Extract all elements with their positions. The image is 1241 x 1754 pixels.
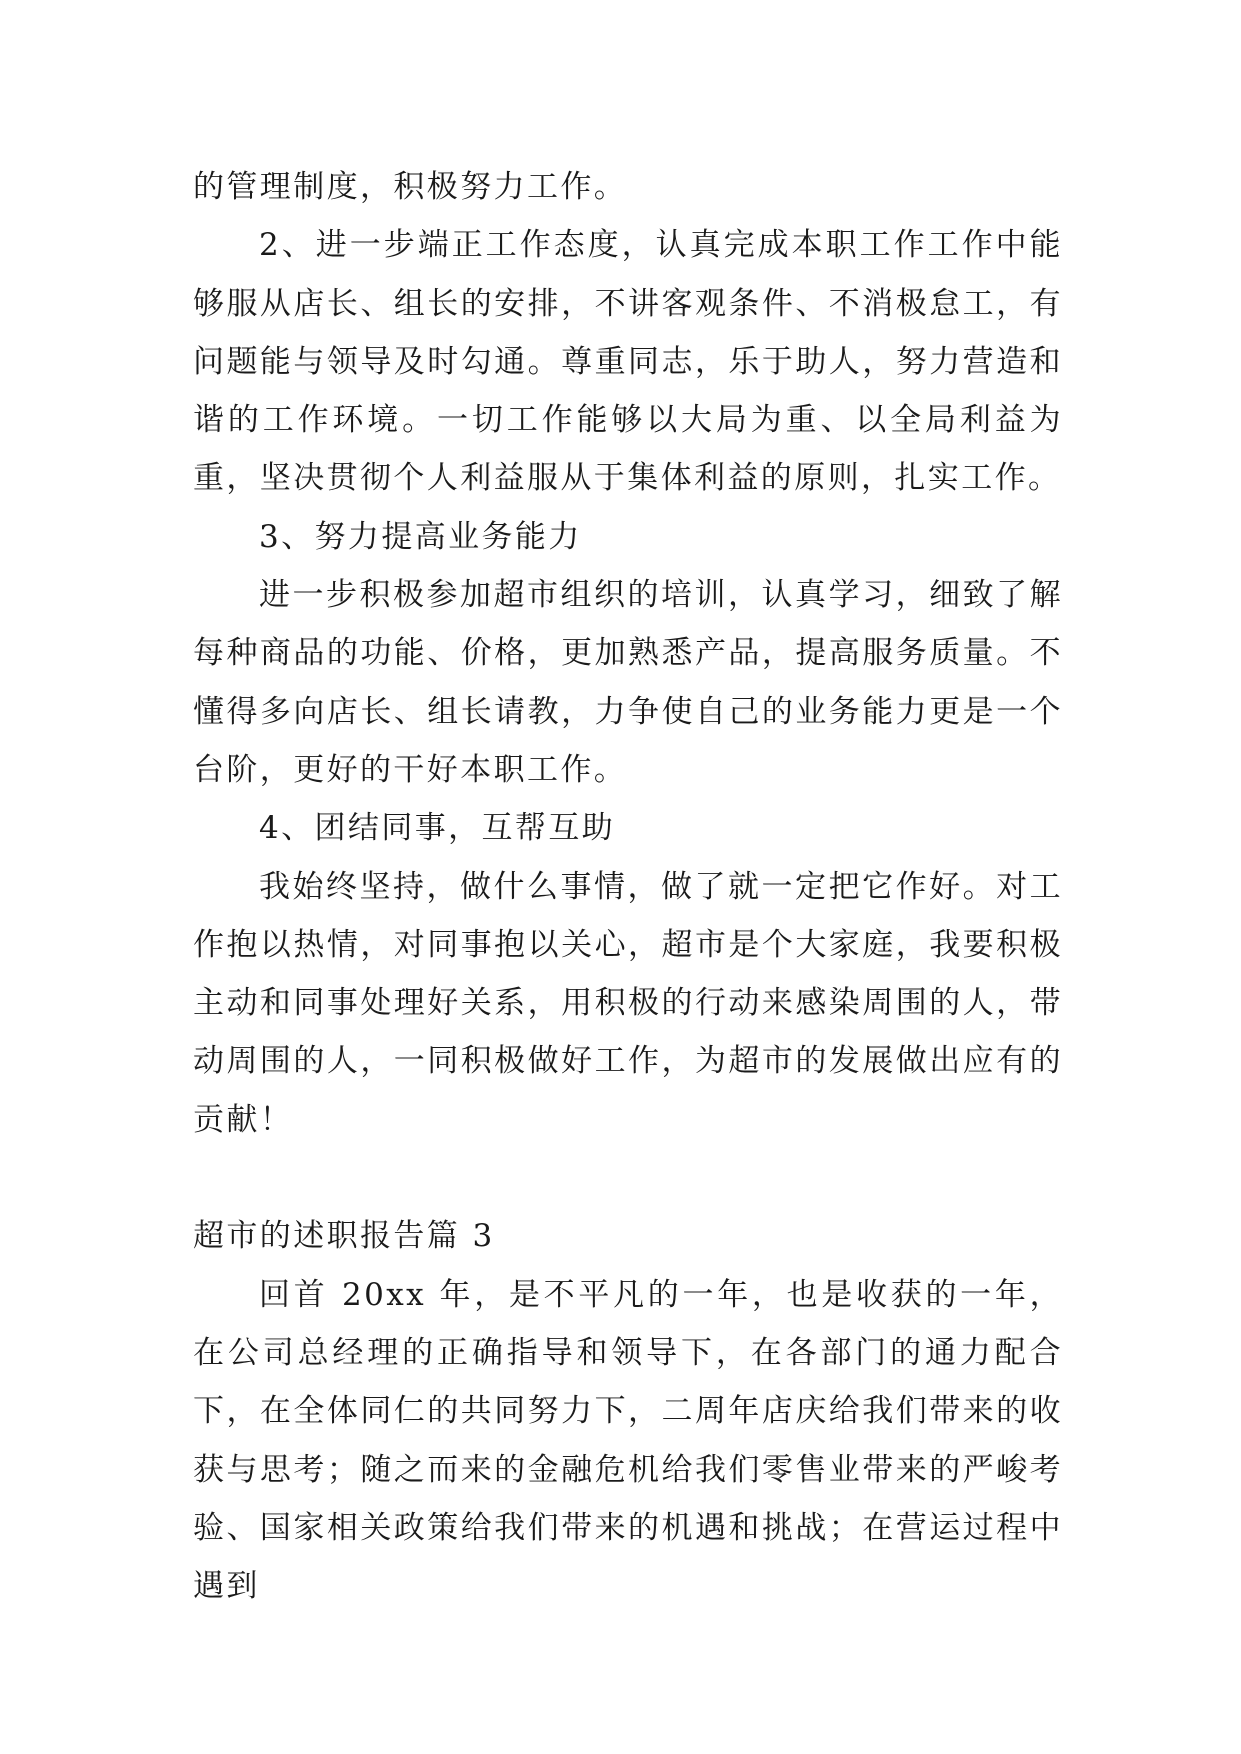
section-paragraph-1: 回首 20xx 年，是不平凡的一年，也是收获的一年，在公司总经理的正确指导和领导下，在各部门的通力配合下，在全体同仁的共同努力下，二周年店庆给我们带来的收获与思考；随之而来的金融危机给我们零售业带来的严峻考验、国家相关政策给我们带来的机遇和挑战；在营运过程中遇到: [193, 1276, 1063, 1605]
paragraph-4: 进一步积极参加超市组织的培训，认真学习，细致了解每种商品的功能、价格，更加熟悉产品，提高服务质量。不懂得多向店长、组长请教，力争使自己的业务能力更是一个台阶，更好的干好本职工作。: [193, 577, 1063, 788]
paragraph-5-heading: 4、团结同事，互帮互助: [259, 810, 616, 847]
paragraph-1: 的管理制度，积极努力工作。: [193, 169, 628, 205]
paragraph-6: 我始终坚持，做什么事情，做了就一定把它作好。对工作抱以热情，对同事抱以关心，超市是个大家庭，我要积极主动和同事处理好关系，用积极的行动来感染周围的人，带动周围的人，一同积极做好工作，为超市的发展做出应有的贡献！: [193, 868, 1063, 1138]
section-title: 超市的述职报告篇 3: [193, 1218, 495, 1255]
paragraph-2: 2、进一步端正工作态度，认真完成本职工作工作中能够服从店长、组长的安排，不讲客观条件、不消极怠工，有问题能与领导及时勾通。尊重同志，乐于助人，努力营造和谐的工作环境。一切工作能够以大局为重、以全局利益为重，坚决贯彻个人利益服从于集体利益的原则，扎实工作。: [193, 227, 1063, 497]
document-body: [193, 158, 1063, 1615]
paragraph-3-heading: 3、努力提高业务能力: [259, 518, 582, 555]
